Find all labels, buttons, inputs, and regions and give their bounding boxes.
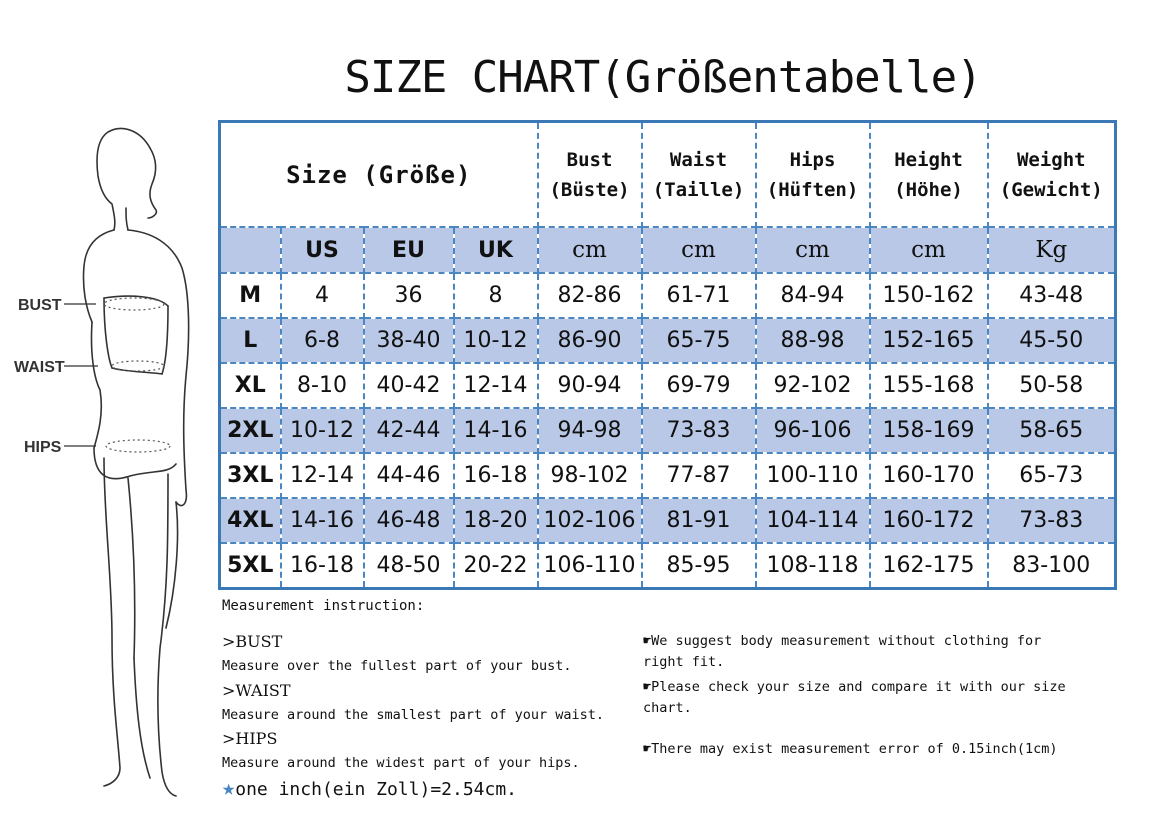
weight-cell: 83-100 [988,543,1116,589]
bust-header-en: Bust [566,148,613,171]
weight-cell: 73-83 [988,498,1116,543]
size-cell: L [220,318,281,363]
size-chart-table [218,120,1117,590]
height-cell: 162-175 [870,543,988,589]
size-header-cell: Size (Größe) [220,122,538,228]
waist-cell: 61-71 [642,273,756,318]
us-cell: 14-16 [281,498,364,543]
uk-cell: 8 [454,273,538,318]
bust-unit-cell: cm [538,227,642,273]
height-cell: 150-162 [870,273,988,318]
weight-cell: 65-73 [988,453,1116,498]
star-icon: ★ [222,776,236,801]
table-row [220,408,1116,453]
bust-cell: 98-102 [538,453,642,498]
waist-cell: 73-83 [642,408,756,453]
height-cell: 152-165 [870,318,988,363]
weight-unit-cell: Kg [988,227,1116,273]
height-cell: 158-169 [870,408,988,453]
us-cell: 8-10 [281,363,364,408]
bust-cell: 102-106 [538,498,642,543]
uk-cell: 18-20 [454,498,538,543]
height-header-en: Height [894,148,963,171]
instruction-hips-text: Measure around the widest part of your hips. [222,755,580,771]
hips-header-de: (Hüften) [766,178,859,201]
weight-cell: 50-58 [988,363,1116,408]
hips-cell: 100-110 [756,453,870,498]
eu-cell: 36 [364,273,454,318]
bust-cell: 94-98 [538,408,642,453]
instruction-bust-label: >BUST [222,632,283,651]
eu-cell: 42-44 [364,408,454,453]
waist-cell: 85-95 [642,543,756,589]
eu-cell: 48-50 [364,543,454,589]
instruction-waist-label: >WAIST [222,681,291,700]
instruction-bust-text: Measure over the fullest part of your bust. [222,658,572,674]
hips-header-en: Hips [789,148,836,171]
eu-cell: 38-40 [364,318,454,363]
uk-header-cell: UK [454,227,538,273]
body-figure-illustration [0,118,215,808]
hips-header-cell [756,122,870,228]
uk-cell: 16-18 [454,453,538,498]
bust-cell: 90-94 [538,363,642,408]
page-title: SIZE CHART(Größentabelle) [344,52,982,103]
height-header-de: (Höhe) [894,178,963,201]
inch-conversion-note [222,776,517,801]
inch-conversion-text: one inch(ein Zoll)=2.54cm. [235,779,518,800]
weight-header-en: Weight [1016,148,1086,171]
blank-cell [220,227,281,273]
eu-cell: 46-48 [364,498,454,543]
waist-cell: 65-75 [642,318,756,363]
size-cell: 2XL [220,408,281,453]
size-cell: 4XL [220,498,281,543]
us-header-cell: US [281,227,364,273]
bust-cell: 82-86 [538,273,642,318]
tip-1-line-2: right fit. [643,654,725,670]
figure-label-hips: HIPS [24,439,62,456]
instruction-waist-text: Measure around the smallest part of your waist. [222,707,605,723]
height-cell: 160-170 [870,453,988,498]
tip-1-line-1: ☛We suggest body measurement without clothing for [643,633,1042,649]
table-unit-row [220,227,1116,273]
size-cell: M [220,273,281,318]
us-cell: 12-14 [281,453,364,498]
us-cell: 4 [281,273,364,318]
waist-cell: 77-87 [642,453,756,498]
us-cell: 6-8 [281,318,364,363]
weight-cell: 58-65 [988,408,1116,453]
waist-cell: 69-79 [642,363,756,408]
eu-cell: 40-42 [364,363,454,408]
eu-cell: 44-46 [364,453,454,498]
tip-2-line-2: chart. [643,700,692,716]
uk-cell: 12-14 [454,363,538,408]
size-cell: XL [220,363,281,408]
uk-cell: 20-22 [454,543,538,589]
waist-header-en: Waist [669,148,728,171]
hips-cell: 92-102 [756,363,870,408]
size-cell: 5XL [220,543,281,589]
table-row [220,363,1116,408]
bust-cell: 86-90 [538,318,642,363]
height-cell: 160-172 [870,498,988,543]
hips-cell: 88-98 [756,318,870,363]
hips-cell: 84-94 [756,273,870,318]
figure-label-bust: BUST [18,297,62,314]
weight-header-cell [988,122,1116,228]
waist-header-de: (Taille) [652,178,745,201]
weight-cell: 43-48 [988,273,1116,318]
hips-cell: 108-118 [756,543,870,589]
uk-cell: 14-16 [454,408,538,453]
instruction-hips-label: >HIPS [222,729,278,748]
size-cell: 3XL [220,453,281,498]
tip-2-line-1: ☛Please check your size and compare it with our size [643,679,1066,695]
bust-header-cell [538,122,642,228]
waist-cell: 81-91 [642,498,756,543]
waist-header-cell [642,122,756,228]
height-unit-cell: cm [870,227,988,273]
eu-header-cell: EU [364,227,454,273]
weight-cell: 45-50 [988,318,1116,363]
height-header-cell [870,122,988,228]
weight-header-de: (Gewicht) [999,178,1103,201]
table-header-row [220,122,1116,228]
hips-unit-cell: cm [756,227,870,273]
table-row [220,498,1116,543]
figure-label-waist: WAIST [14,359,65,376]
us-cell: 16-18 [281,543,364,589]
height-cell: 155-168 [870,363,988,408]
bust-cell: 106-110 [538,543,642,589]
instructions-heading: Measurement instruction: [222,598,425,614]
table-row [220,543,1116,589]
bust-header-de: (Büste) [549,178,630,201]
waist-unit-cell: cm [642,227,756,273]
hips-cell: 96-106 [756,408,870,453]
table-row [220,318,1116,363]
hips-cell: 104-114 [756,498,870,543]
uk-cell: 10-12 [454,318,538,363]
tip-3-line-1: ☛There may exist measurement error of 0.15inch(1cm) [643,741,1058,757]
table-row [220,273,1116,318]
us-cell: 10-12 [281,408,364,453]
table-row [220,453,1116,498]
